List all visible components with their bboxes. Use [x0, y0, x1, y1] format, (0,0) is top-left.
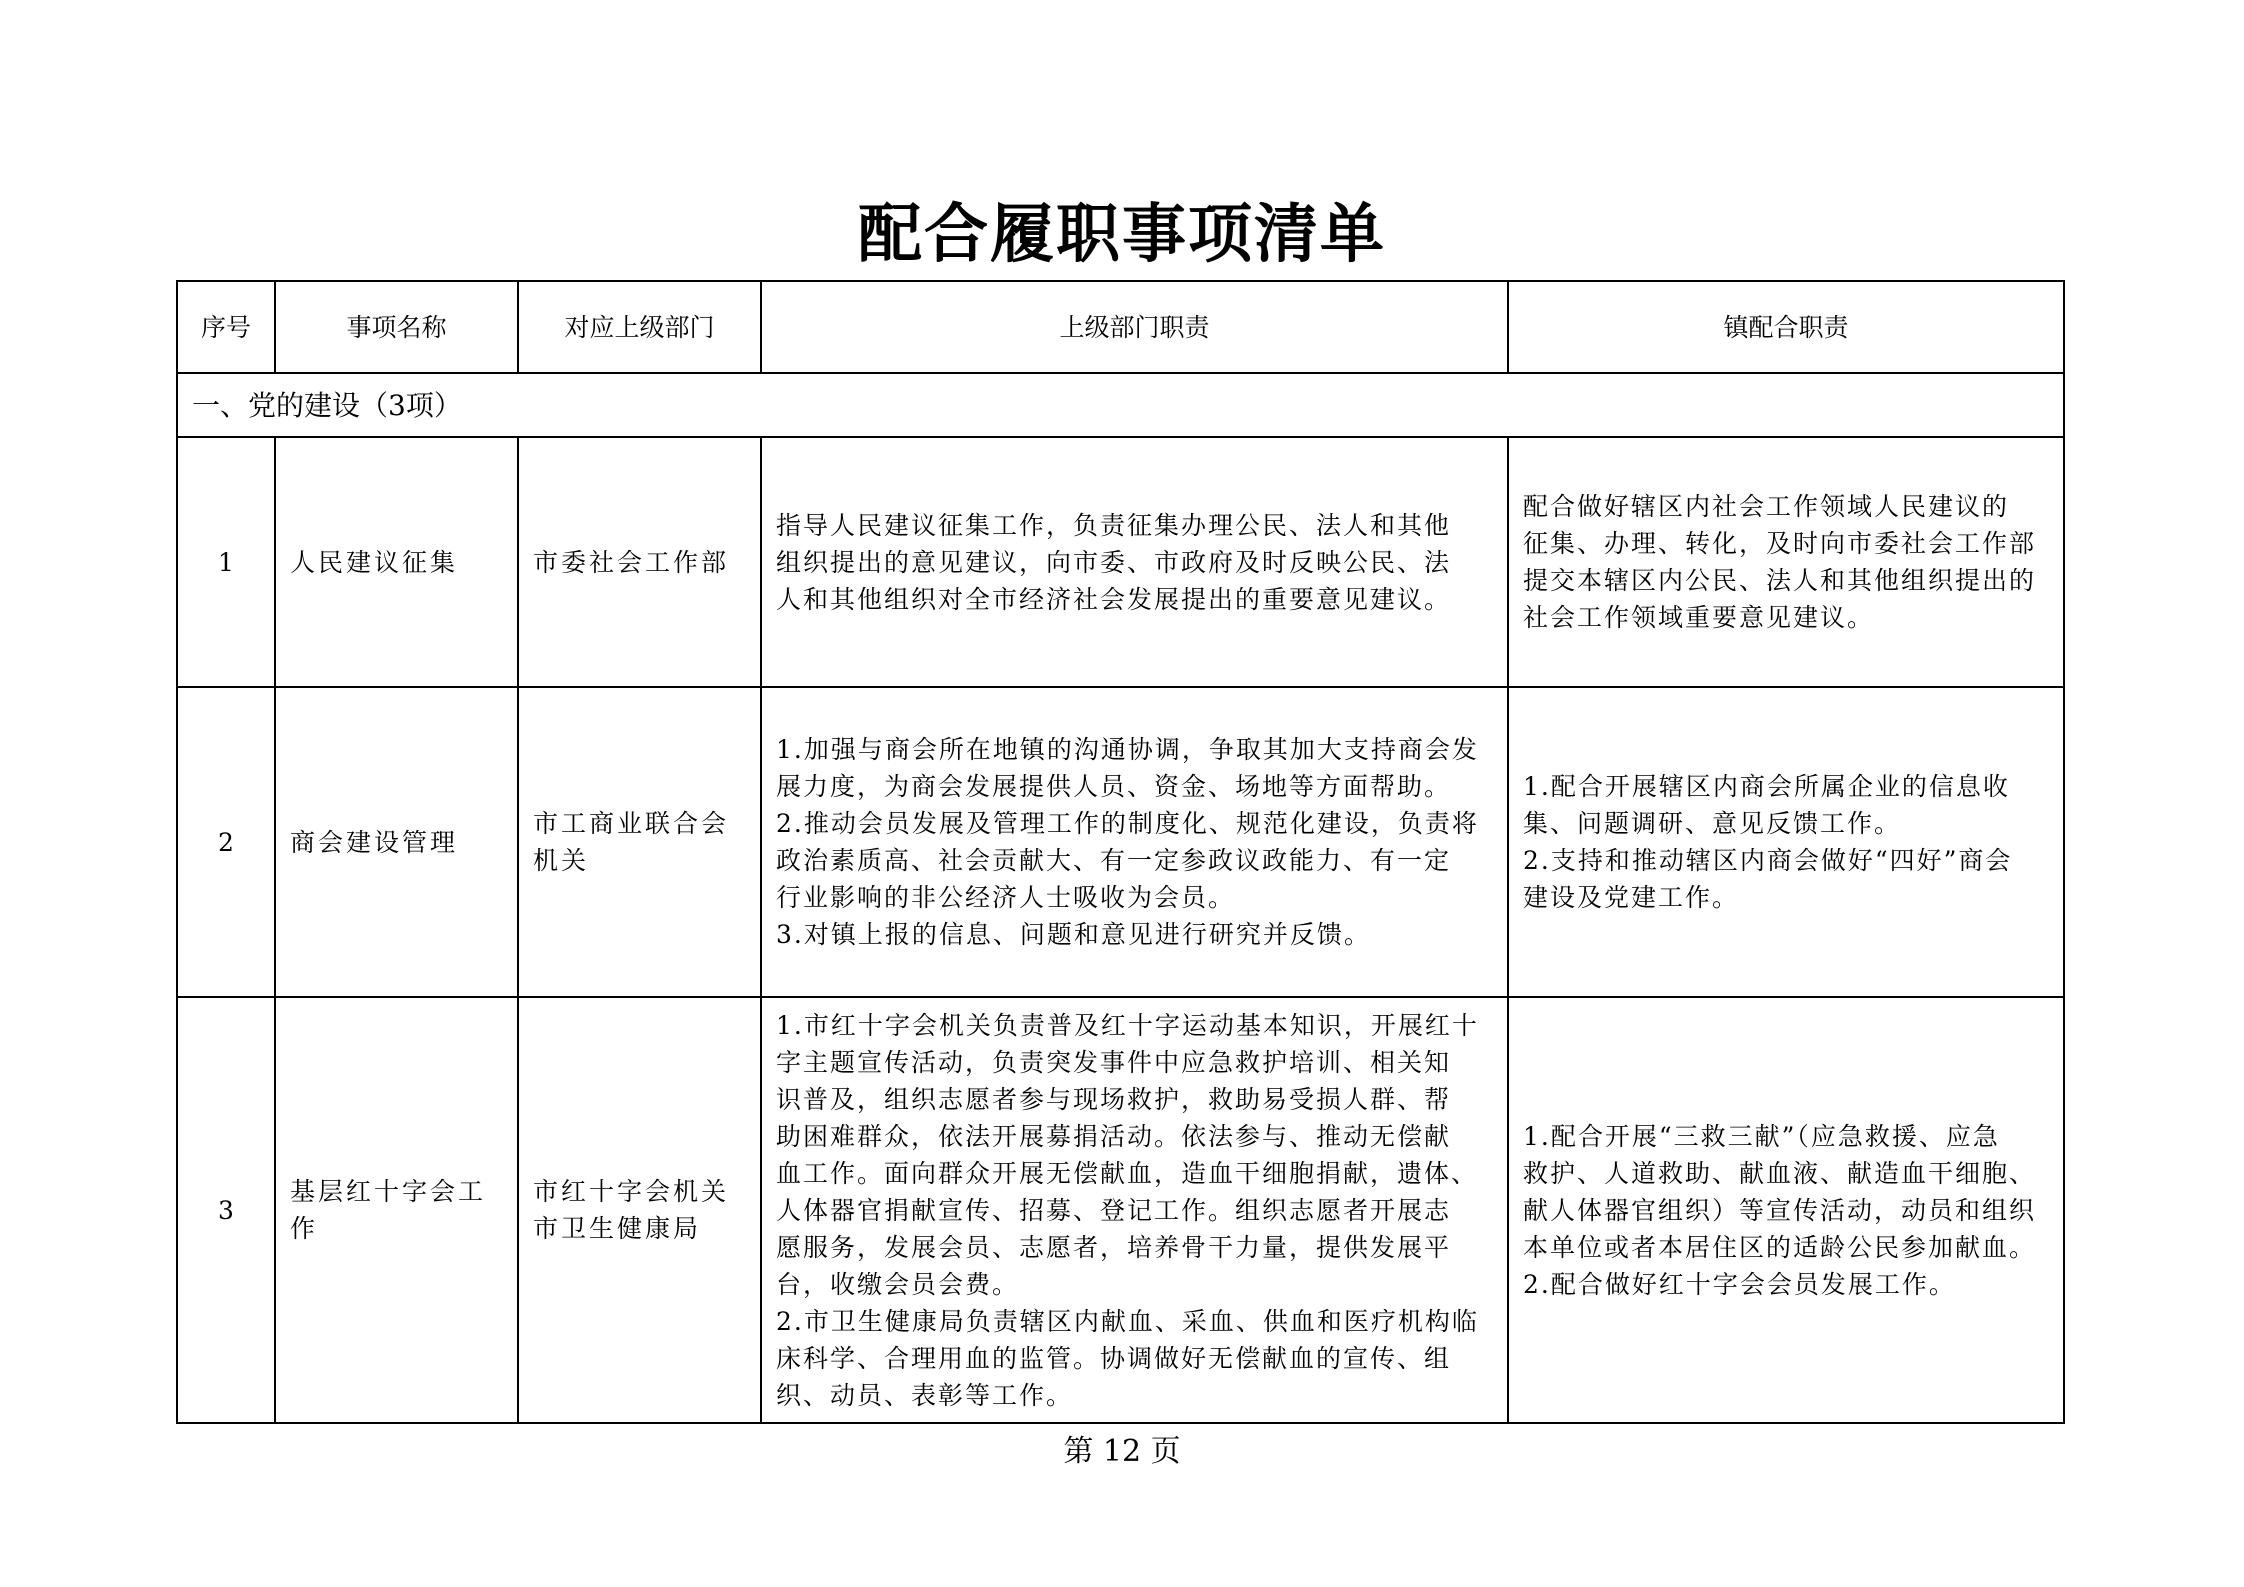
row-item-name-line: 作	[290, 1214, 319, 1243]
table-row	[177, 687, 2064, 997]
row-town-coop-duty-line: 社会工作领域重要意见建议。	[1523, 603, 1875, 632]
duty-table	[176, 280, 2065, 1424]
row-seq: 1	[177, 437, 275, 687]
row-superior-duty-line: 行业影响的非公经济人士吸收为会员。	[776, 883, 1236, 912]
row-dept	[518, 687, 761, 997]
row-town-coop-duty-line: 配合做好辖区内社会工作领域人民建议的	[1523, 492, 2010, 521]
row-town-coop-duty-line: 献人体器官组织）等宣传活动，动员和组织	[1523, 1195, 2037, 1225]
header-row	[177, 281, 2064, 373]
document-title: 配合履职事项清单	[858, 197, 1386, 272]
table-row	[177, 437, 2064, 687]
row-seq: 2	[177, 687, 275, 997]
row-superior-duty-line: 血工作。面向群众开展无偿献血，造血干细胞捐献，遗体、	[776, 1158, 1479, 1188]
row-superior-duty-line: 3.对镇上报的信息、问题和意见进行研究并反馈。	[776, 920, 1371, 949]
row-superior-duty-line: 助困难群众，依法开展募捐活动。依法参与、推动无偿献	[776, 1121, 1452, 1151]
row-dept-line: 市卫生健康局	[533, 1214, 702, 1243]
row-town-coop-duty-line: 1.配合开展“三救三献”（应急救援、应急	[1523, 1121, 2000, 1151]
row-item-name	[275, 437, 518, 687]
header-coop: 镇配合职责	[1508, 281, 2064, 373]
row-superior-duty	[761, 997, 1508, 1423]
row-superior-duty-line: 展力度，为商会发展提供人员、资金、场地等方面帮助。	[776, 772, 1452, 801]
row-item-name-line: 基层红十字会工	[290, 1177, 487, 1206]
row-town-coop-duty-line: 2.支持和推动辖区内商会做好“四好”商会	[1523, 846, 2013, 875]
row-superior-duty-line: 床科学、合理用血的监管。协调做好无偿献血的宣传、组	[776, 1343, 1452, 1373]
row-town-coop-duty	[1508, 437, 2064, 687]
row-town-coop-duty-line: 提交本辖区内公民、法人和其他组织提出的	[1523, 566, 2037, 595]
row-dept-line: 机关	[533, 846, 590, 875]
row-seq: 3	[177, 997, 275, 1423]
row-town-coop-duty	[1508, 687, 2064, 997]
row-superior-duty-line: 字主题宣传活动，负责突发事件中应急救护培训、相关知	[776, 1047, 1452, 1077]
row-item-name	[275, 997, 518, 1423]
row-town-coop-duty-line: 征集、办理、转化，及时向市委社会工作部	[1523, 529, 2037, 558]
row-superior-duty-line: 政治素质高、社会贡献大、有一定参政议政能力、有一定	[776, 846, 1452, 875]
row-dept-line: 市工商业联合会	[533, 809, 730, 838]
section-title: 一、党的建设（3项）	[177, 373, 2064, 437]
row-superior-duty-line: 台，收缴会员会费。	[776, 1269, 1020, 1299]
table-row	[177, 997, 2064, 1423]
row-superior-duty-line: 织、动员、表彰等工作。	[776, 1380, 1074, 1410]
row-town-coop-duty	[1508, 997, 2064, 1423]
row-superior-duty-line: 人体器官捐献宣传、招募、登记工作。组织志愿者开展志	[776, 1195, 1452, 1225]
header-name: 事项名称	[275, 281, 518, 373]
row-town-coop-duty-line: 2.配合做好红十字会会员发展工作。	[1523, 1269, 1956, 1299]
row-superior-duty-line: 人和其他组织对全市经济社会发展提出的重要意见建议。	[776, 584, 1452, 614]
row-superior-duty-line: 1.加强与商会所在地镇的沟通协调，争取其加大支持商会发	[776, 735, 1479, 764]
header-dept: 对应上级部门	[518, 281, 761, 373]
row-superior-duty	[761, 687, 1508, 997]
row-superior-duty-line: 2.推动会员发展及管理工作的制度化、规范化建设，负责将	[776, 809, 1479, 838]
row-superior-duty-line: 1.市红十字会机关负责普及红十字运动基本知识，开展红十	[776, 1010, 1479, 1040]
row-item-name	[275, 687, 518, 997]
row-dept	[518, 997, 761, 1423]
row-item-name-line: 人民建议征集	[290, 547, 459, 577]
row-town-coop-duty-line: 集、问题调研、意见反馈工作。	[1523, 809, 1902, 838]
row-superior-duty-line: 组织提出的意见建议，向市委、市政府及时反映公民、法	[776, 547, 1452, 577]
row-item-name-line: 商会建设管理	[290, 827, 459, 857]
row-superior-duty	[761, 437, 1508, 687]
row-town-coop-duty-line: 救护、人道救助、献血液、献造血干细胞、	[1523, 1158, 2037, 1188]
header-duty: 上级部门职责	[761, 281, 1508, 373]
row-superior-duty-line: 愿服务，发展会员、志愿者，培养骨干力量，提供发展平	[776, 1232, 1452, 1262]
row-superior-duty-line: 指导人民建议征集工作，负责征集办理公民、法人和其他	[776, 510, 1452, 540]
row-superior-duty-line: 2.市卫生健康局负责辖区内献血、采血、供血和医疗机构临	[776, 1306, 1479, 1336]
row-town-coop-duty-line: 1.配合开展辖区内商会所属企业的信息收	[1523, 772, 2010, 801]
row-dept	[518, 437, 761, 687]
header-seq: 序号	[177, 281, 275, 373]
section-row	[177, 373, 2064, 437]
row-superior-duty-line: 识普及，组织志愿者参与现场救护，救助易受损人群、帮	[776, 1084, 1452, 1114]
page-number: 第 12 页	[1063, 1434, 1181, 1469]
row-town-coop-duty-line: 本单位或者本居住区的适龄公民参加献血。	[1523, 1232, 2037, 1262]
row-town-coop-duty-line: 建设及党建工作。	[1523, 883, 1740, 912]
row-dept-line: 市委社会工作部	[533, 547, 730, 577]
row-dept-line: 市红十字会机关	[533, 1177, 730, 1206]
